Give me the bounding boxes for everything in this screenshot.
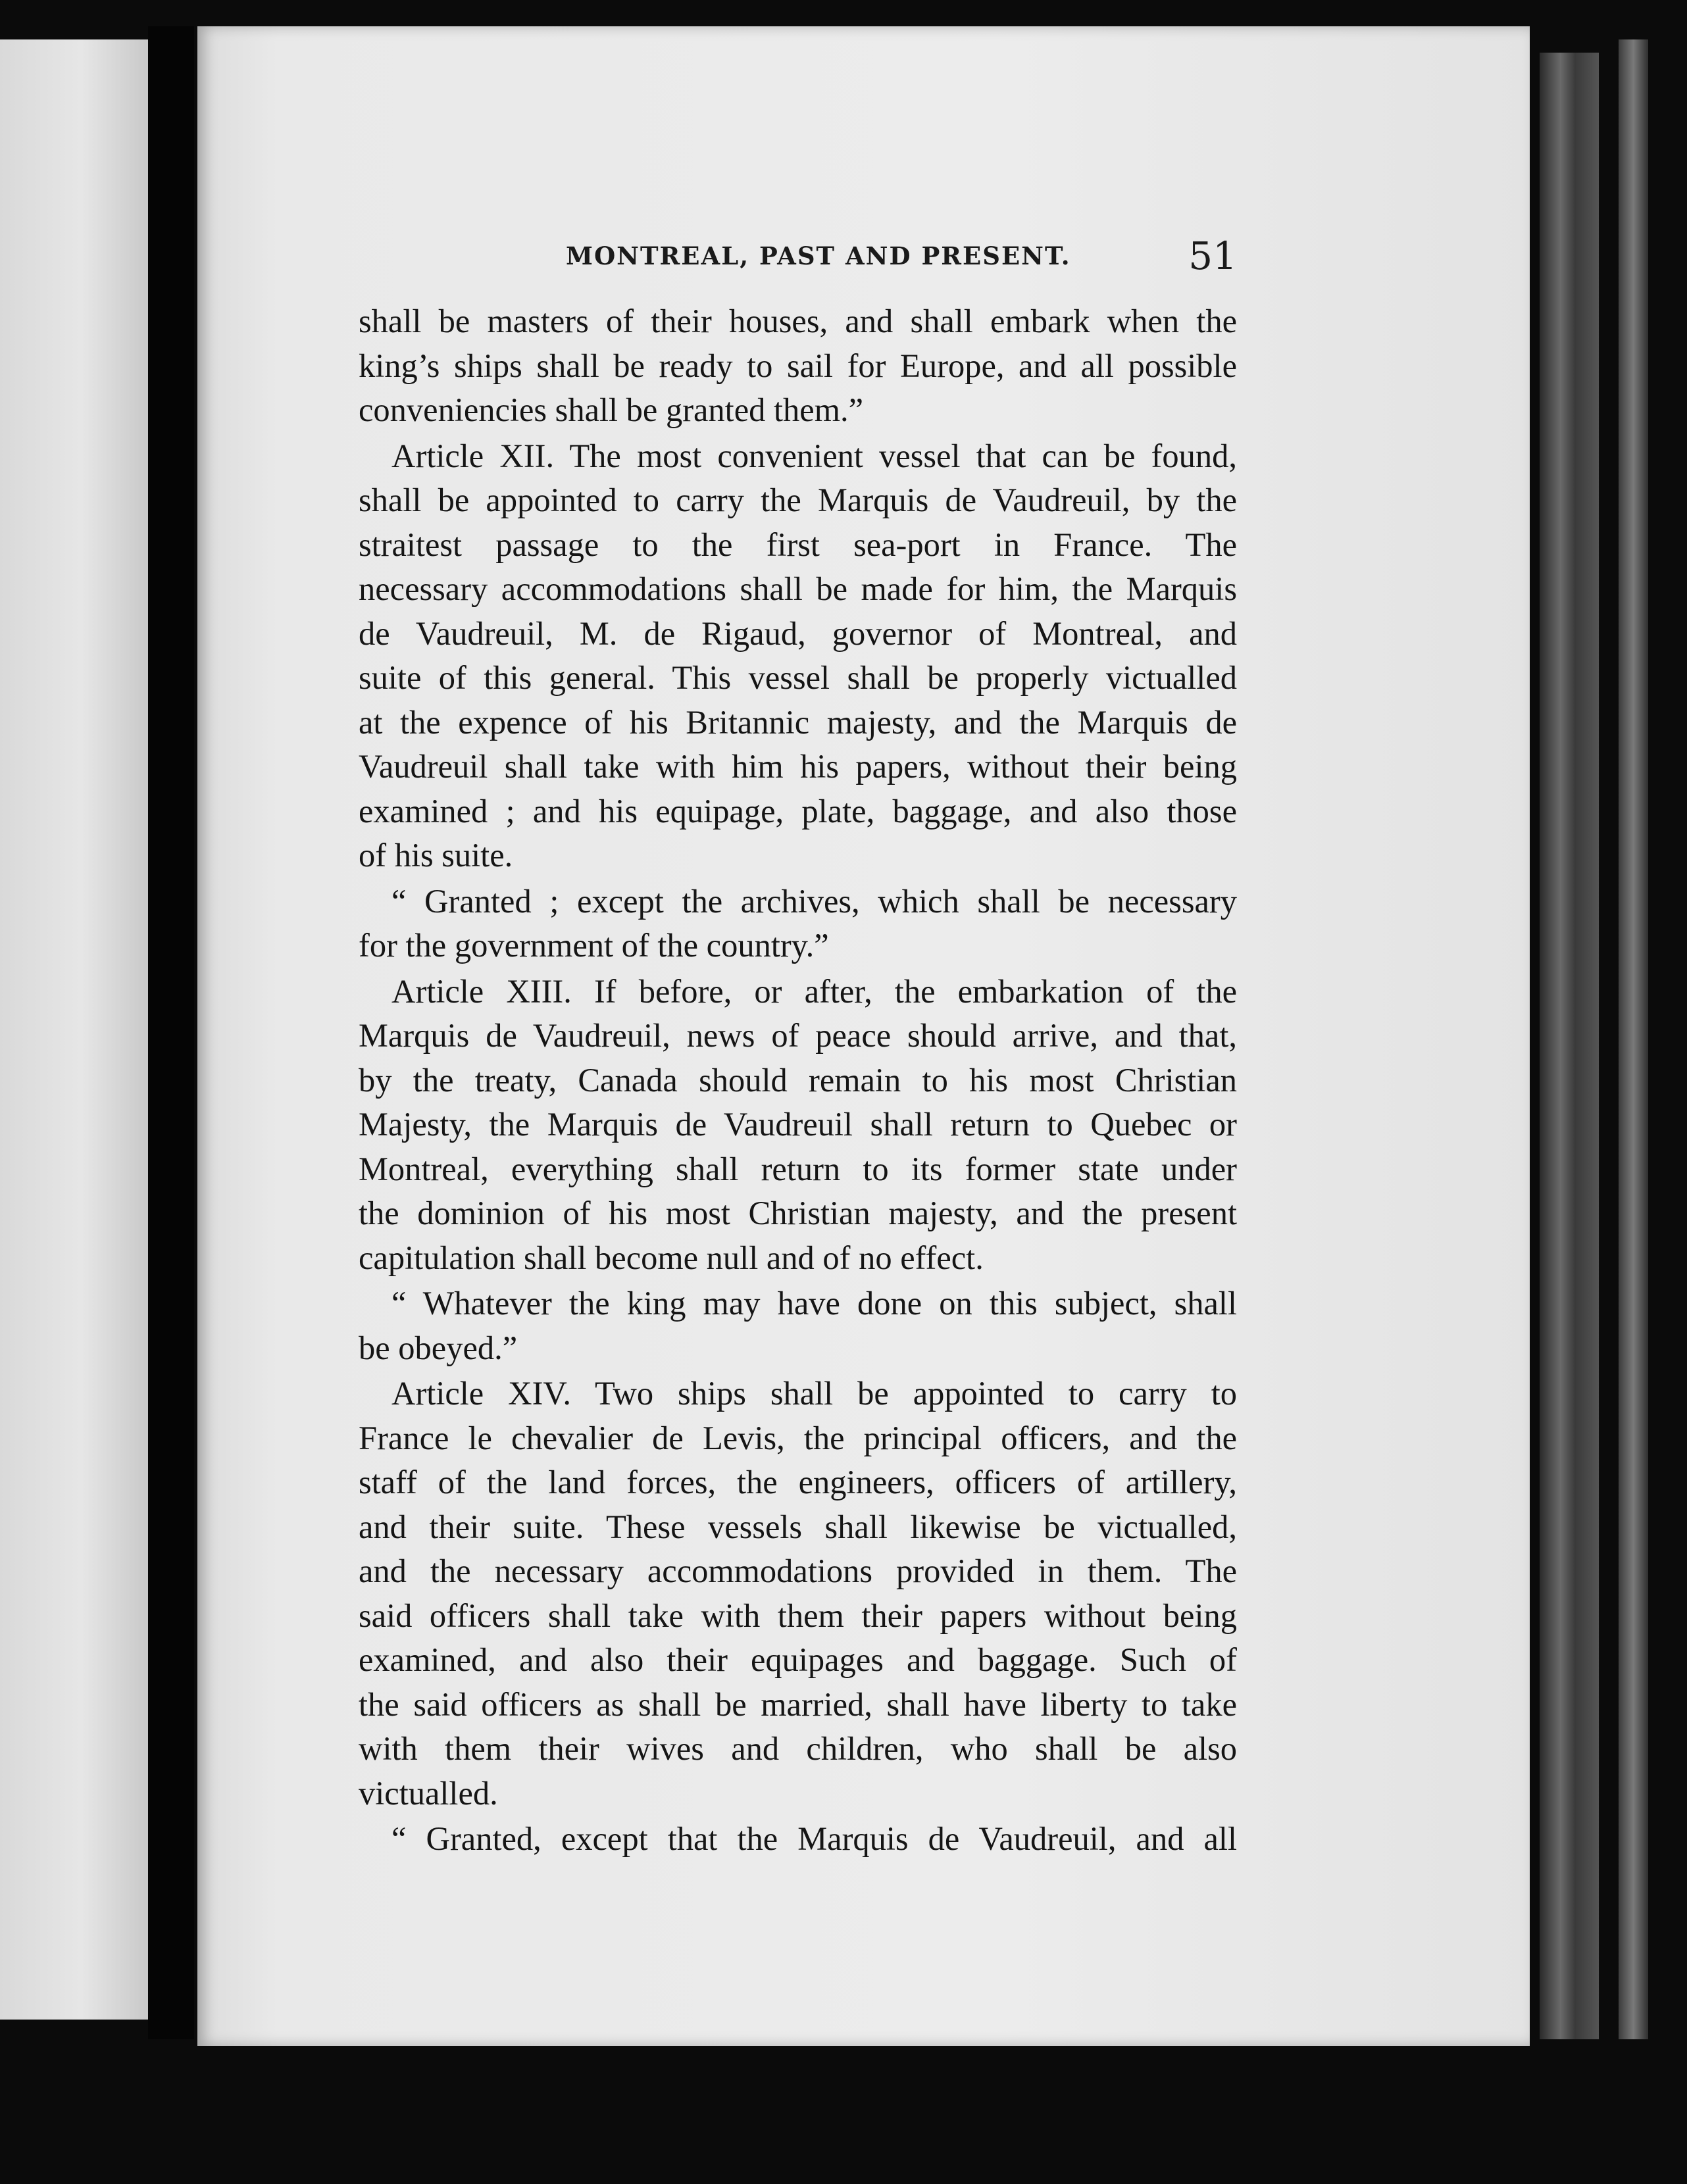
text-line: staff of the land forces, the engineers, officers of artillery,: [359, 1464, 1237, 1501]
running-title: MONTREAL, PAST AND PRESENT.: [566, 241, 1071, 270]
text-line: capitulation shall become null and of no effect.: [359, 1239, 984, 1276]
book-fore-edge: [1540, 53, 1599, 2039]
running-head: [355, 234, 1237, 286]
paragraph-article-xiv: Article XIV. Two ships shall be appointed to carry to: [391, 1375, 1237, 1412]
text-line: be obeyed.”: [359, 1329, 518, 1366]
paragraph-granted-archives: “ Granted ; except the archives, which shall be necessary: [391, 882, 1237, 920]
text-line: said officers shall take with them their papers without being: [359, 1597, 1237, 1634]
paragraph-granted-except: “ Granted, except that the Marquis de Vaudreuil, and all: [391, 1820, 1237, 1857]
text-line: and their suite. These vessels shall likewise be victualled,: [359, 1508, 1237, 1545]
text-line: straitest passage to the first sea-port in France. The: [359, 526, 1237, 563]
text-line: victualled.: [359, 1774, 498, 1812]
text-line: suite of this general. This vessel shall be properly victualled: [359, 659, 1237, 696]
text-line: shall be appointed to carry the Marquis de Vaudreuil, by the: [359, 482, 1237, 518]
book-cover-edge: [1619, 39, 1648, 2039]
text-line: Vaudreuil shall take with him his papers, without their being: [359, 748, 1237, 785]
text-line: shall be masters of their houses, and shall embark when the: [359, 303, 1237, 339]
text-line: the said officers as shall be married, shall have liberty to take: [359, 1685, 1237, 1723]
text-line: conveniencies shall be granted them.”: [359, 391, 864, 428]
text-line: France le chevalier de Levis, the principal officers, and the: [359, 1419, 1237, 1456]
text-line: of his suite.: [359, 837, 513, 874]
text-line: by the treaty, Canada should remain to his most Christian: [359, 1061, 1237, 1099]
text-line: king’s ships shall be ready to sail for Europe, and all possible: [359, 347, 1237, 384]
text-line: examined, and also their equipages and baggage. Such of: [359, 1641, 1237, 1678]
text-line: Montreal, everything shall return to its former state under: [359, 1150, 1237, 1187]
page-number: 51: [1188, 234, 1237, 278]
book-gutter: [148, 26, 194, 2039]
text-line: necessary accommodations shall be made for him, the Marquis: [359, 570, 1237, 607]
text-line: examined ; and his equipage, plate, baggage, and also those: [359, 792, 1237, 830]
text-line: for the government of the country.”: [359, 927, 829, 964]
text-line: the dominion of his most Christian majesty, and the present: [359, 1195, 1237, 1231]
body-text: [359, 299, 1237, 1862]
paragraph-whatever-the-king: “ Whatever the king may have done on this subject, shall: [391, 1285, 1237, 1322]
paragraph-article-xiii: Article XIII. If before, or after, the embarkation of the: [391, 972, 1237, 1010]
text-line: and the necessary accommodations provided in them. The: [359, 1552, 1237, 1589]
text-line: Marquis de Vaudreuil, news of peace should arrive, and that,: [359, 1017, 1237, 1054]
text-line: at the expence of his Britannic majesty, and the Marquis de: [359, 703, 1237, 741]
text-line: de Vaudreuil, M. de Rigaud, governor of Montreal, and: [359, 614, 1237, 652]
text-line: Majesty, the Marquis de Vaudreuil shall return to Quebec or: [359, 1106, 1237, 1143]
facing-page-edge: [0, 39, 148, 2020]
paragraph-article-xii: Article XII. The most convenient vessel that can be found,: [391, 437, 1237, 474]
text-line: with them their wives and children, who shall be also: [359, 1730, 1237, 1767]
